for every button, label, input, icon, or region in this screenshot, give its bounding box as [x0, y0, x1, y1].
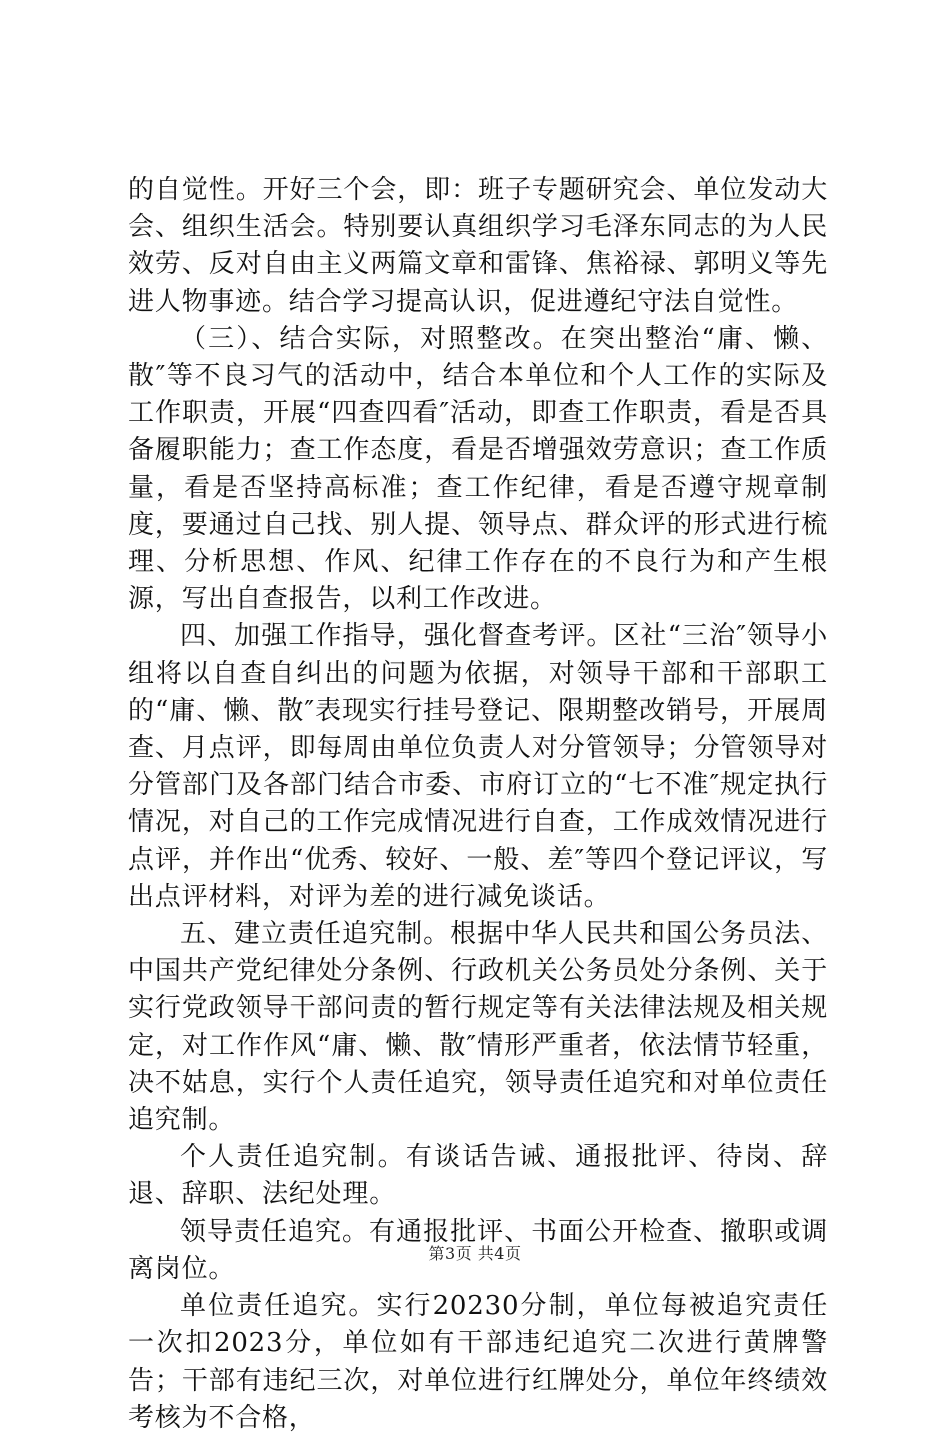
paragraph-unit-accountability: 单位责任追究。实行20230分制，单位每被追究责任一次扣2023分，单位如有干部违纪追究二次进行黄牌警告；干部有违纪三次，对单位进行红牌处分，单位年终绩效考核为不合格， [128, 1291, 828, 1433]
page-number-footer: 第3页 共4页 [428, 1244, 522, 1263]
paragraph-section-5-accountability: 五、建立责任追究制。根据中华人民共和国公务员法、中国共产党纪律处分条例、行政机关公务员处分条例、关于实行党政领导干部问责的暂行规定等有关法律法规及相关规定，对工作作风“庸、懒、散″情形严重者，依法情节轻重，决不姑息，实行个人责任追究，领导责任追究和对单位责任追究制。 [128, 919, 828, 1136]
paragraph-continuation: 的自觉性。开好三个会，即：班子专题研究会、单位发动大会、组织生活会。特别要认真组织学习毛泽东同志的为人民效劳、反对自由主义两篇文章和雷锋、焦裕禄、郭明义等先进人物事迹。结合学习提高认识，促进遵纪守法自觉性。 [128, 175, 828, 317]
paragraph-section-4-supervision: 四、加强工作指导，强化督查考评。区社“三治″领导小组将以自查自纠出的问题为依据，对领导干部和干部职工的“庸、懒、散″表现实行挂号登记、限期整改销号，开展周查、月点评，即每周由单位负责人对分管领导；分管领导对分管部门及各部门结合市委、市府订立的“七不准″规定执行情况，对自己的工作完成情况进行自查，工作成效情况进行点评，并作出“优秀、较好、一般、差″等四个登记评议，写出点评材料，对评为差的进行减免谈话。 [128, 621, 828, 912]
paragraph-personal-accountability: 个人责任追究制。有谈话告诫、通报批评、待岗、辞退、辞职、法纪处理。 [128, 1142, 828, 1210]
paragraph-section-3-rectification: （三）、结合实际，对照整改。在突出整治“庸、懒、散″等不良习气的活动中，结合本单位和个人工作的实际及工作职责，开展“四查四看″活动，即查工作职责，看是否具备履职能力；查工作态度，看是否增强效劳意识；查工作质量，看是否坚持高标准；查工作纪律，看是否遵守规章制度，要通过自己找、别人提、领导点、群众评的形式进行梳理、分析思想、作风、纪律工作存在的不良行为和产生根源，写出自查报告，以利工作改进。 [128, 323, 828, 615]
paragraph-leader-accountability: 领导责任追究。有通报批评、书面公开检查、撤职或调离岗位。 [128, 1216, 828, 1284]
